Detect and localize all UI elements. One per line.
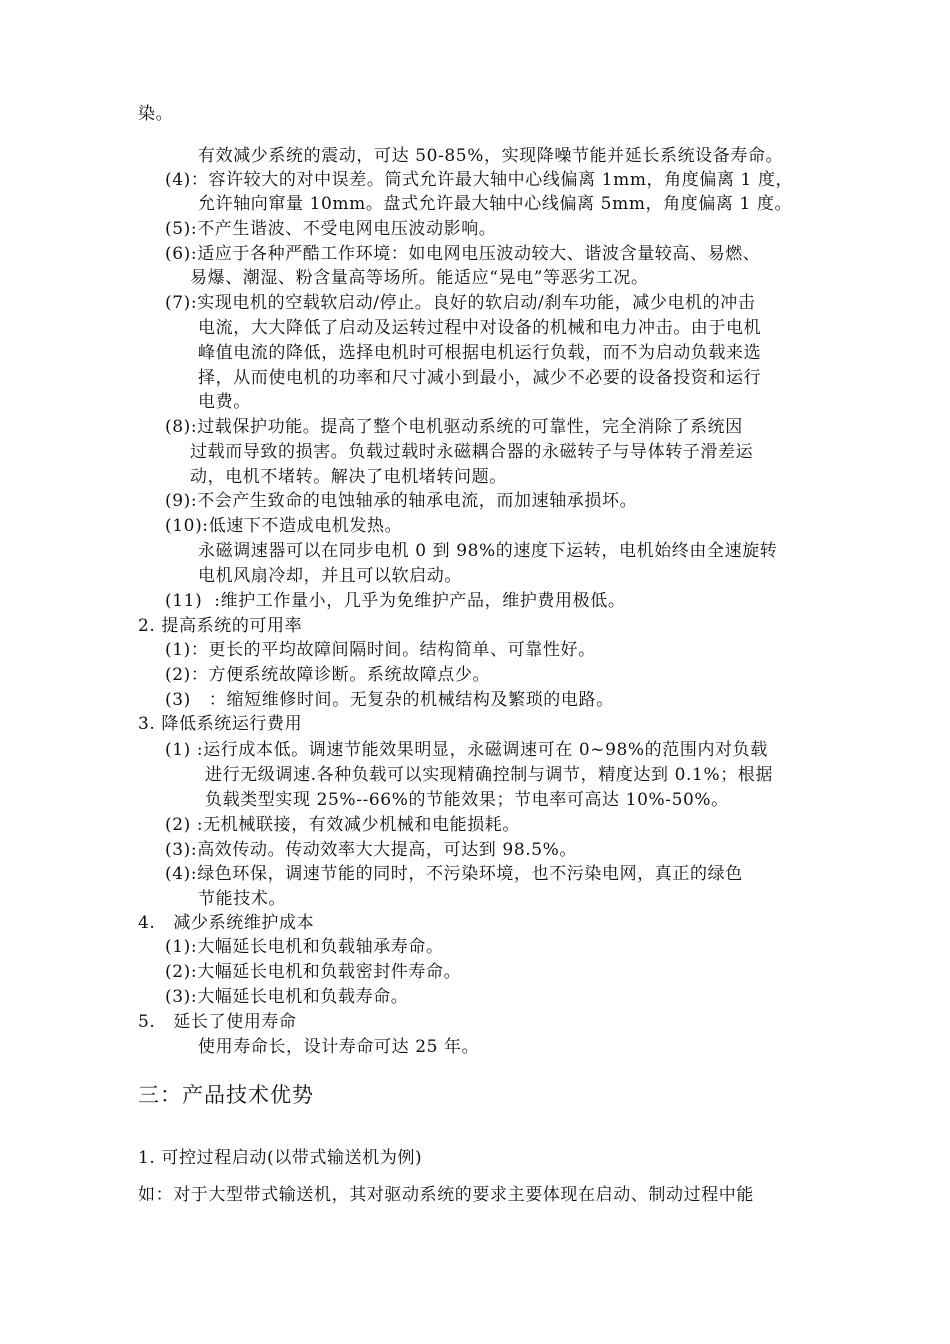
text-line: (4)：容许较大的对中误差。筒式允许最大轴中心线偏离 1mm，角度偏离 1 度， [165,170,794,190]
text-line: 过载而导致的损害。负载过载时永磁耦合器的永磁转子与导体转子滑差运 [190,442,754,462]
text-line: 易爆、潮湿、粉含量高等场所。能适应“晃电”等恶劣工况。 [190,268,649,288]
text-line: (6):适应于各种严酷工作环境：如电网电压波动较大、谐波含量较高、易燃、 [165,244,761,264]
text-line: 电费。 [198,392,251,412]
text-line: (1)：更长的平均故障间隔时间。结构简单、可靠性好。 [165,640,596,660]
text-line: 负载类型实现 25%--66%的节能效果；节电率可高达 10%-50%。 [205,790,729,810]
text-line: (1) :运行成本低。调速节能效果明显，永磁调速可在 0~98%的范围内对负载 [165,740,768,760]
text-line: 4. 减少系统维护成本 [138,913,315,933]
section-heading: 三：产品技术优势 [138,1083,314,1107]
text-line: 择，从而使电机的功率和尺寸减小到最小，减少不必要的设备投资和运行 [198,368,762,388]
text-line: (3):大幅延长电机和负载寿命。 [165,987,409,1007]
text-line: 2. 提高系统的可用率 [138,616,303,636]
text-line: 节能技术。 [198,889,286,909]
text-line: 动，电机不堵转。解决了电机堵转问题。 [190,467,507,487]
text-line: 峰值电流的降低，选择电机时可根据电机运行负载，而不为启动负载来选 [198,343,762,363]
text-line: (4):绿色环保，调速节能的同时，不污染环境，也不污染电网，真正的绿色 [165,864,743,884]
text-line: 允许轴向窜量 10mm。盘式允许最大轴中心线偏离 5mm，角度偏离 1 度。 [198,194,793,214]
text-line: (5):不产生谐波、不受电网电压波动影响。 [165,219,497,239]
text-line: 电机风扇冷却，并且可以软启动。 [198,566,462,586]
subheading: 1. 可控过程启动(以带式输送机为例) [138,1148,423,1168]
closing-paragraph: 如：对于大型带式输送机，其对驱动系统的要求主要体现在启动、制动过程中能 [138,1185,754,1205]
text-line: (3):高效传动。传动效率大大提高，可达到 98.5%。 [165,840,578,860]
text-line: 电流，大大降低了启动及运转过程中对设备的机械和电力冲击。由于电机 [198,318,762,338]
text-line: 进行无级调速.各种负载可以实现精确控制与调节，精度达到 0.1%；根据 [205,765,773,785]
text-line: (10):低速下不造成电机发热。 [165,516,403,536]
text-line: (7):实现电机的空载软启动/停止。良好的软启动/刹车功能，减少电机的冲击 [165,293,756,313]
text-line: (2) :无机械联接，有效减少机械和电能损耗。 [165,815,521,835]
text-line: (1):大幅延长电机和负载轴承寿命。 [165,937,444,957]
text-line: 5. 延长了使用寿命 [138,1012,297,1032]
text-line: 永磁调速器可以在同步电机 0 到 98%的速度下运转，电机始终由全速旋转 [198,541,778,561]
text-line: (3) ：缩短维修时间。无复杂的机械结构及繁琐的电路。 [165,690,614,710]
text-line: (11) :维护工作量小，几乎为免维护产品，维护费用极低。 [165,591,626,611]
text-line: (2)：方便系统故障诊断。系统故障点少。 [165,665,491,685]
text-line: (9):不会产生致命的电蚀轴承的轴承电流，而加速轴承损坏。 [165,491,638,511]
text-line: 有效减少系统的震动，可达 50-85%，实现降噪节能并延长系统设备寿命。 [198,146,784,166]
text-line: (8):过载保护功能。提高了整个电机驱动系统的可靠性，完全消除了系统因 [165,417,743,437]
text-line: 使用寿命长，设计寿命可达 25 年。 [198,1037,480,1057]
text-line: 3. 降低系统运行费用 [138,714,303,734]
text-line: (2):大幅延长电机和负载密封件寿命。 [165,962,462,982]
text-line: 染。 [138,104,174,124]
